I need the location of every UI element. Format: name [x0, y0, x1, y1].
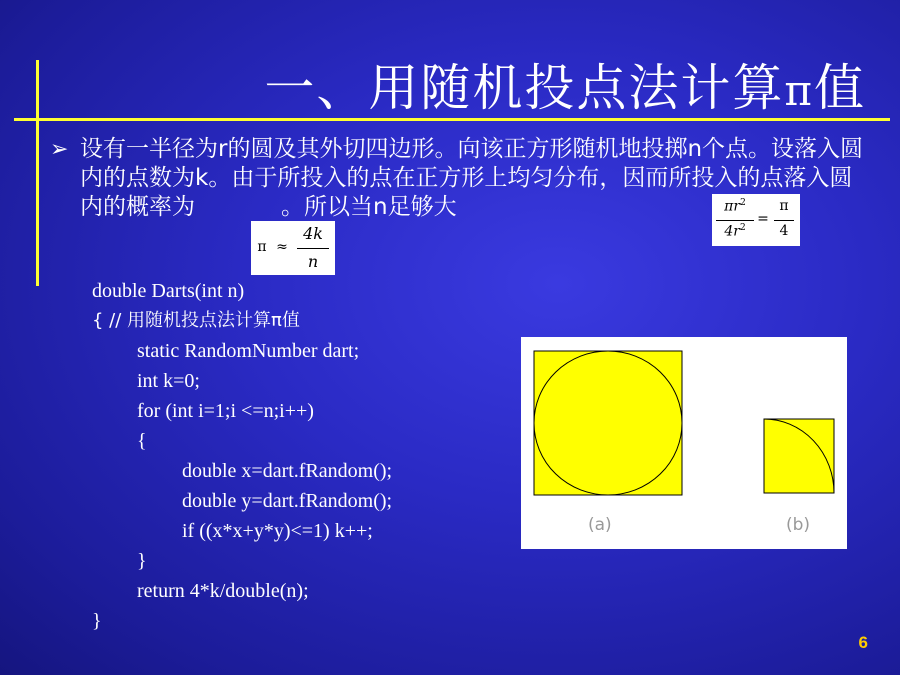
probability-formula	[712, 194, 800, 246]
title-text: 一、用随机投点法计算	[264, 59, 785, 117]
code-block	[92, 276, 392, 636]
code-line: if ((x*x+y*y)<=1) k++;	[182, 520, 373, 542]
formula2-approx: ≈	[276, 239, 288, 255]
code-line: double y=dart.fRandom();	[182, 490, 393, 512]
slide-title	[264, 48, 866, 120]
code-line: double Darts(int n)	[92, 280, 245, 302]
figure-b-square	[764, 419, 834, 493]
code-line: for (int i=1;i <=n;i++)	[137, 400, 314, 422]
formula1-bar-right	[774, 220, 794, 221]
figure-label-a: (a)	[588, 515, 612, 535]
formula2-lhs: π	[257, 239, 267, 255]
code-line: double x=dart.fRandom();	[182, 460, 393, 482]
pi-estimate-formula	[251, 221, 335, 275]
formula2-den: n	[307, 252, 319, 271]
formula2-bar	[297, 248, 329, 249]
code-line: }	[137, 550, 147, 572]
code-line: {	[137, 430, 147, 452]
formula1-num-right: π	[779, 198, 789, 214]
formula1-bar-left	[716, 220, 754, 221]
decor-vertical-line	[36, 60, 39, 286]
formula1-num-left: $\pi r^2$	[724, 198, 746, 215]
code-line: return 4*k/double(n);	[137, 580, 309, 602]
page-number: 6	[858, 633, 868, 652]
formula1-den-left: $4r^2$	[724, 223, 746, 240]
code-line: static RandomNumber dart;	[137, 340, 360, 362]
code-line: int k=0;	[137, 370, 200, 392]
dart-figure	[521, 337, 847, 549]
paragraph-tail: 。所以当n足够大	[281, 194, 457, 220]
paragraph-body: 设有一半径为r的圆及其外切四边形。向该正方形随机地投掷n个点。设落入圆内的点数为k。由于所投入的点在正方形上均匀分布，因而所投入的点落入圆内的概率为	[80, 136, 864, 220]
formula1-eq: =	[757, 211, 769, 227]
code-line: }	[92, 610, 102, 632]
title-end: 值	[814, 59, 866, 117]
title-pi: π	[784, 66, 814, 115]
figure-label-b: (b)	[786, 515, 811, 535]
formula2-num: 4k	[303, 224, 323, 243]
code-line: { // 用随机投点法计算π值	[92, 310, 300, 331]
figure-a-square	[534, 351, 682, 495]
bullet-arrow-icon: ➢	[50, 137, 69, 162]
formula1-den-right: 4	[779, 223, 789, 239]
